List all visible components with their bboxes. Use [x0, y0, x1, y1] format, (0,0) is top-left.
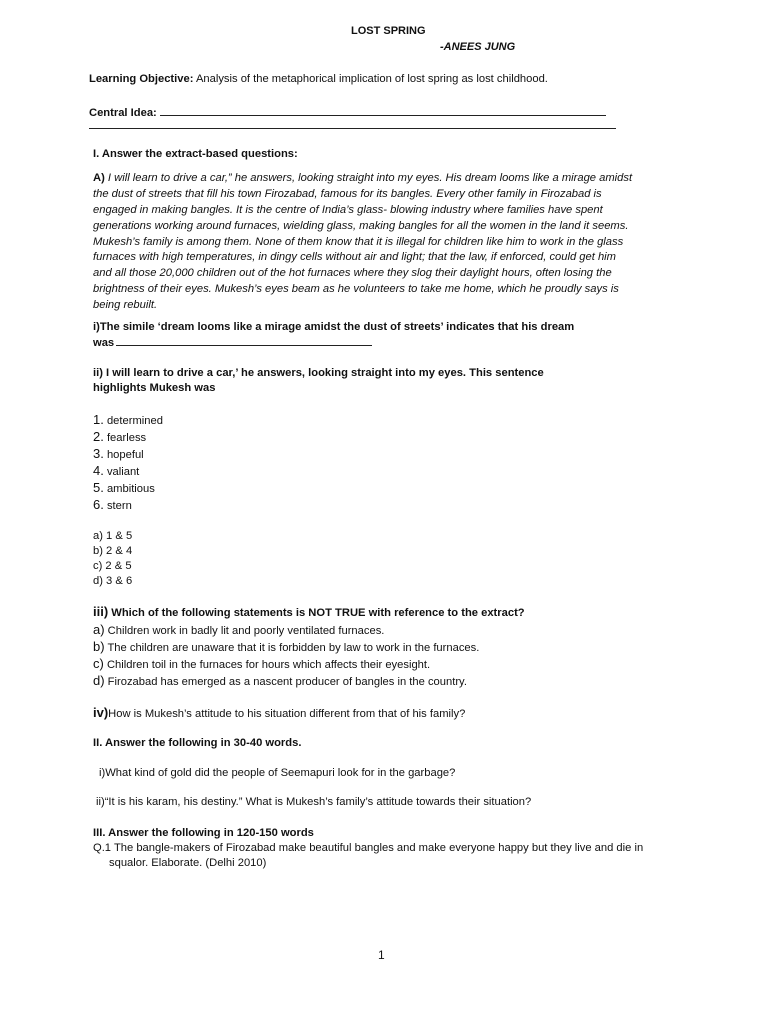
option-number: 2.	[93, 429, 104, 444]
question-2-line-1: ii) I will learn to drive a car,’ he answers, looking straight into my eyes. This sentence	[93, 367, 544, 379]
statement-letter: a)	[93, 622, 105, 637]
statement-option	[93, 638, 479, 655]
extract-label: A)	[93, 172, 105, 184]
answer-blank-line	[116, 336, 372, 346]
statement-text: Children toil in the furnaces for hours which affects their eyesight.	[103, 659, 431, 671]
option-text: ambitious	[106, 483, 155, 495]
option-item	[93, 411, 163, 428]
option-text: valiant	[106, 466, 140, 478]
question-3	[93, 604, 525, 619]
extract-line	[93, 203, 673, 219]
statement-text: Firozabad has emerged as a nascent producer of bangles in the country.	[104, 676, 467, 688]
page-number: 1	[378, 948, 385, 962]
learning-objective	[89, 73, 548, 85]
question-1-was: was	[93, 337, 115, 349]
option-item	[93, 462, 163, 479]
extract-line	[93, 187, 673, 203]
statement-text: Children work in badly lit and poorly ventilated furnaces.	[104, 625, 385, 637]
statement-text: The children are unaware that it is forbidden by law to work in the furnaces.	[104, 642, 480, 654]
extract-line	[93, 250, 673, 266]
extract-text: brightness of their eyes. Mukesh’s eyes beam as he volunteers to take me home, which he proudly says is	[93, 283, 619, 296]
statement-letter: c)	[93, 656, 104, 671]
option-text: stern	[106, 500, 132, 512]
extract-text: I will learn to drive a car,” he answers, looking straight into my eyes. His dream looms like a mirage amidst	[104, 172, 633, 184]
question-3-number: iii)	[93, 604, 109, 619]
option-text: fearless	[106, 432, 147, 444]
section-3-question-1-line-2: squalor. Elaborate. (Delhi 2010)	[109, 857, 267, 869]
central-idea	[89, 105, 606, 119]
learning-objective-label: Learning Objective:	[89, 73, 194, 85]
section-2-question-1: i)What kind of gold did the people of Seemapuri look for in the garbage?	[99, 767, 456, 779]
statement-option	[93, 672, 479, 689]
extract-line	[93, 282, 673, 298]
section-3-question-1-line-1: Q.1 The bangle-makers of Firozabad make beautiful bangles and make everyone happy but they live and die in	[93, 842, 644, 854]
option-text: hopeful	[106, 449, 144, 461]
extract-text: Mukesh’s family is among them. None of them know that it is illegal for children like him to work in the glass	[93, 235, 624, 248]
central-idea-blank-line-2	[89, 118, 616, 129]
option-number: 4.	[93, 463, 104, 478]
question-2-choices	[93, 529, 132, 589]
option-item	[93, 445, 163, 462]
extract-text: being rebuilt.	[93, 299, 158, 312]
statement-option	[93, 655, 479, 672]
option-text: determined	[106, 415, 163, 427]
question-4-number: iv)	[93, 705, 109, 720]
statement-letter: b)	[93, 639, 105, 654]
option-number: 6.	[93, 497, 104, 512]
option-number: 5.	[93, 480, 104, 495]
section-1-heading: I. Answer the extract-based questions:	[93, 148, 298, 160]
extract-text: engaged in making bangles. It is the centre of India’s glass- blowing industry where families have spent	[93, 203, 603, 216]
option-item	[93, 428, 163, 445]
section-3-heading: III. Answer the following in 120-150 words	[93, 827, 314, 839]
central-idea-label: Central Idea:	[89, 107, 157, 119]
question-2-line-2: highlights Mukesh was	[93, 382, 216, 394]
author-name: -ANEES JUNG	[440, 41, 516, 53]
section-2-heading: II. Answer the following in 30-40 words.	[93, 737, 302, 749]
extract-line	[93, 171, 673, 187]
extract-passage	[93, 171, 673, 314]
question-4-text: How is Mukesh’s attitude to his situation different from that of his family?	[108, 708, 466, 720]
extract-text: and all those 20,000 children out of the hot furnaces where they slog their daylight hours, often losing the	[93, 267, 612, 280]
option-number: 3.	[93, 446, 104, 461]
extract-text: generations working around furnaces, wielding glass, making bangles for all the women in the land it seems.	[93, 219, 629, 232]
extract-line	[93, 219, 673, 235]
extract-line	[93, 266, 673, 282]
statement-letter: d)	[93, 673, 105, 688]
question-3-text: Which of the following statements is NOT TRUE with reference to the extract?	[108, 607, 525, 619]
choice-item: b) 2 & 4	[93, 545, 133, 557]
document-title: LOST SPRING	[351, 25, 426, 37]
question-4	[93, 705, 465, 720]
extract-line	[93, 235, 673, 251]
question-2-options	[93, 411, 163, 513]
learning-objective-text: Analysis of the metaphorical implication of lost spring as lost childhood.	[193, 73, 548, 85]
choice-item: a) 1 & 5	[93, 530, 133, 542]
question-3-options	[93, 621, 479, 689]
question-1-line-2	[93, 336, 372, 349]
extract-text: the dust of streets that fill his town Firozabad, famous for its bangles. Every other family in Firozabad is	[93, 187, 602, 200]
central-idea-blank-line	[160, 105, 606, 116]
question-1-line-1: i)The simile ‘dream looms like a mirage amidst the dust of streets’ indicates that his dream	[93, 321, 575, 333]
choice-item: c) 2 & 5	[93, 560, 132, 572]
choice-item: d) 3 & 6	[93, 575, 133, 587]
section-2-question-2: ii)“It is his karam, his destiny.” What is Mukesh’s family’s attitude towards their situation?	[96, 796, 532, 808]
extract-line	[93, 298, 673, 314]
option-item	[93, 496, 163, 513]
statement-option	[93, 621, 479, 638]
option-item	[93, 479, 163, 496]
option-number: 1.	[93, 412, 104, 427]
extract-text: furnaces with high temperatures, in dingy cells without air and light; that the law, if enforced, could get him	[93, 251, 616, 264]
